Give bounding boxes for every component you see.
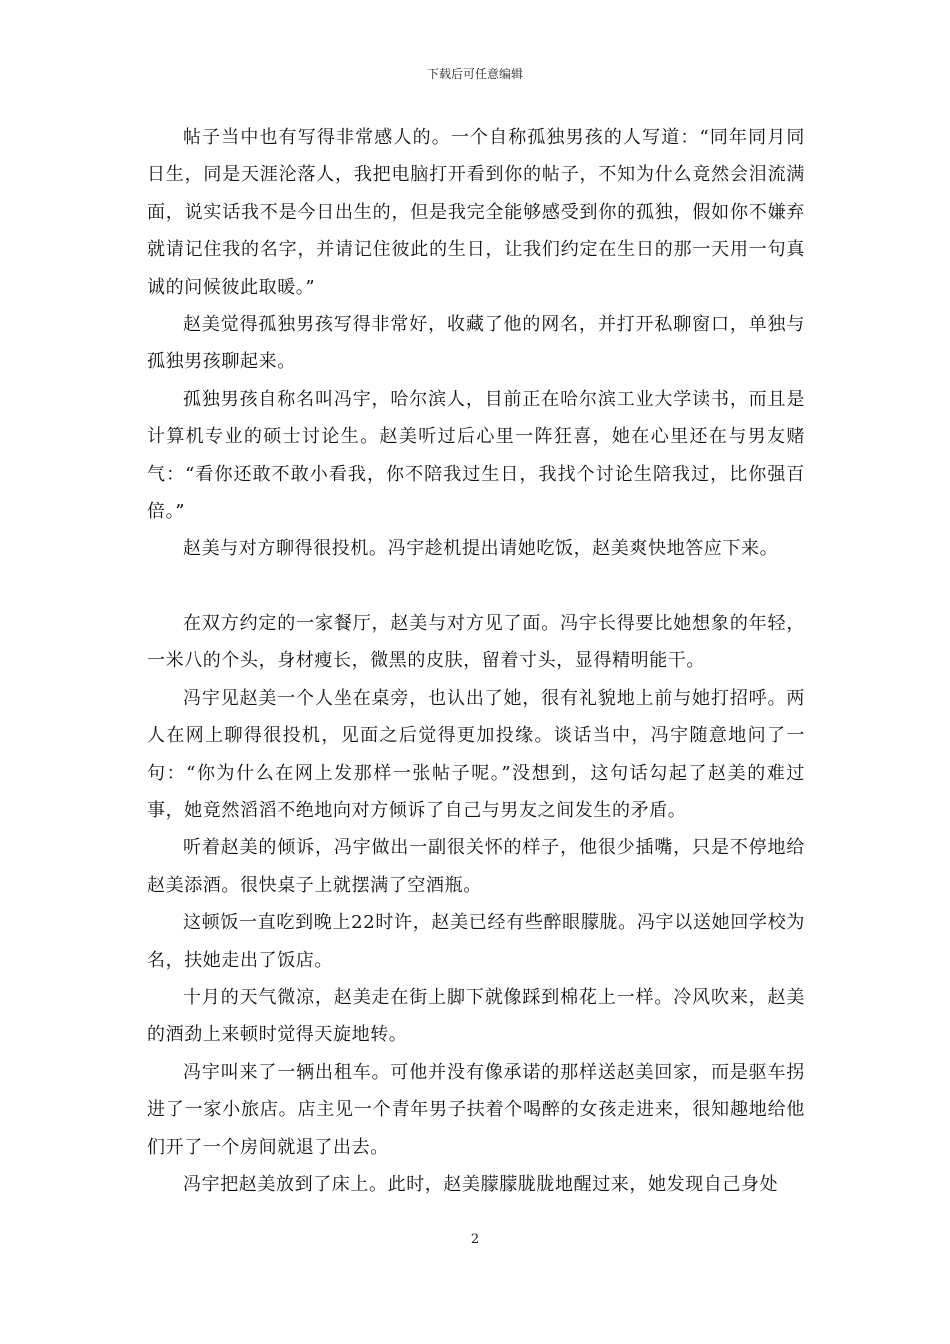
document-body xyxy=(147,119,805,1203)
page-number: 2 xyxy=(470,1232,480,1247)
paragraph: 冯宇把赵美放到了床上。此时，赵美朦朦胧胧地醒过来，她发现自己身处 xyxy=(183,1173,779,1195)
paragraph: 冯宇见赵美一个人坐在桌旁，也认出了她，很有礼貌地上前与她打招呼。两人在网上聊得很投机，见面之后觉得更加投缘。谈话当中，冯宇随意地问了一句：“你为什么在网上发那样一张帖子呢。”没想到，这句话勾起了赵美的难过事，她竟然滔滔不绝地向对方倾诉了自己与男友之间发生的矛盾。 xyxy=(147,687,805,821)
paragraph: 这顿饭一直吃到晚上22时许，赵美已经有些醉眼朦胧。冯宇以送她回学校为名，扶她走出了饭店。 xyxy=(147,912,805,971)
paragraph: 听着赵美的倾诉，冯宇做出一副很关怀的样子，他很少插嘴，只是不停地给赵美添酒。很快桌子上就摆满了空酒瓶。 xyxy=(147,837,805,896)
paragraph: 冯宇叫来了一辆出租车。可他并没有像承诺的那样送赵美回家，而是驱车拐进了一家小旅店。店主见一个青年男子扶着个喝醉的女孩走进来，很知趣地给他们开了一个房间就退了出去。 xyxy=(147,1061,805,1158)
paragraph: 在双方约定的一家餐厅，赵美与对方见了面。冯宇长得要比她想象的年轻，一米八的个头，身材瘦长，微黑的皮肤，留着寸头，显得精明能干。 xyxy=(147,612,805,672)
paragraph: 十月的天气微凉，赵美走在街上脚下就像踩到棉花上一样。冷风吹来，赵美的酒劲上来顿时觉得天旋地转。 xyxy=(147,986,805,1046)
paragraph: 赵美与对方聊得很投机。冯宇趁机提出请她吃饭，赵美爽快地答应下来。 xyxy=(183,538,779,560)
paragraph: 赵美觉得孤独男孩写得非常好，收藏了他的网名，并打开私聊窗口，单独与孤独男孩聊起来。 xyxy=(147,314,805,373)
paragraph: 孤独男孩自称名叫冯宇，哈尔滨人，目前正在哈尔滨工业大学读书，而且是计算机专业的硕士讨论生。赵美听过后心里一阵狂喜，她在心里还在与男友赌气：“看你还敢不敢小看我，你不陪我过生日，我找个讨论生陪我过，比你强百倍。” xyxy=(147,388,805,523)
page-header: 下载后可任意编辑 xyxy=(426,67,523,81)
paragraph: 帖子当中也有写得非常感人的。一个自称孤独男孩的人写道：“同年同月同日生，同是天涯沦落人，我把电脑打开看到你的帖子，不知为什么竟然会泪流满面，说实话我不是今日出生的，但是我完全能够感受到你的孤独，假如你不嫌弃就请记住我的名字，并请记住彼此的生日，让我们约定在生日的那一天用一句真诚的问候彼此取暖。” xyxy=(147,127,805,298)
